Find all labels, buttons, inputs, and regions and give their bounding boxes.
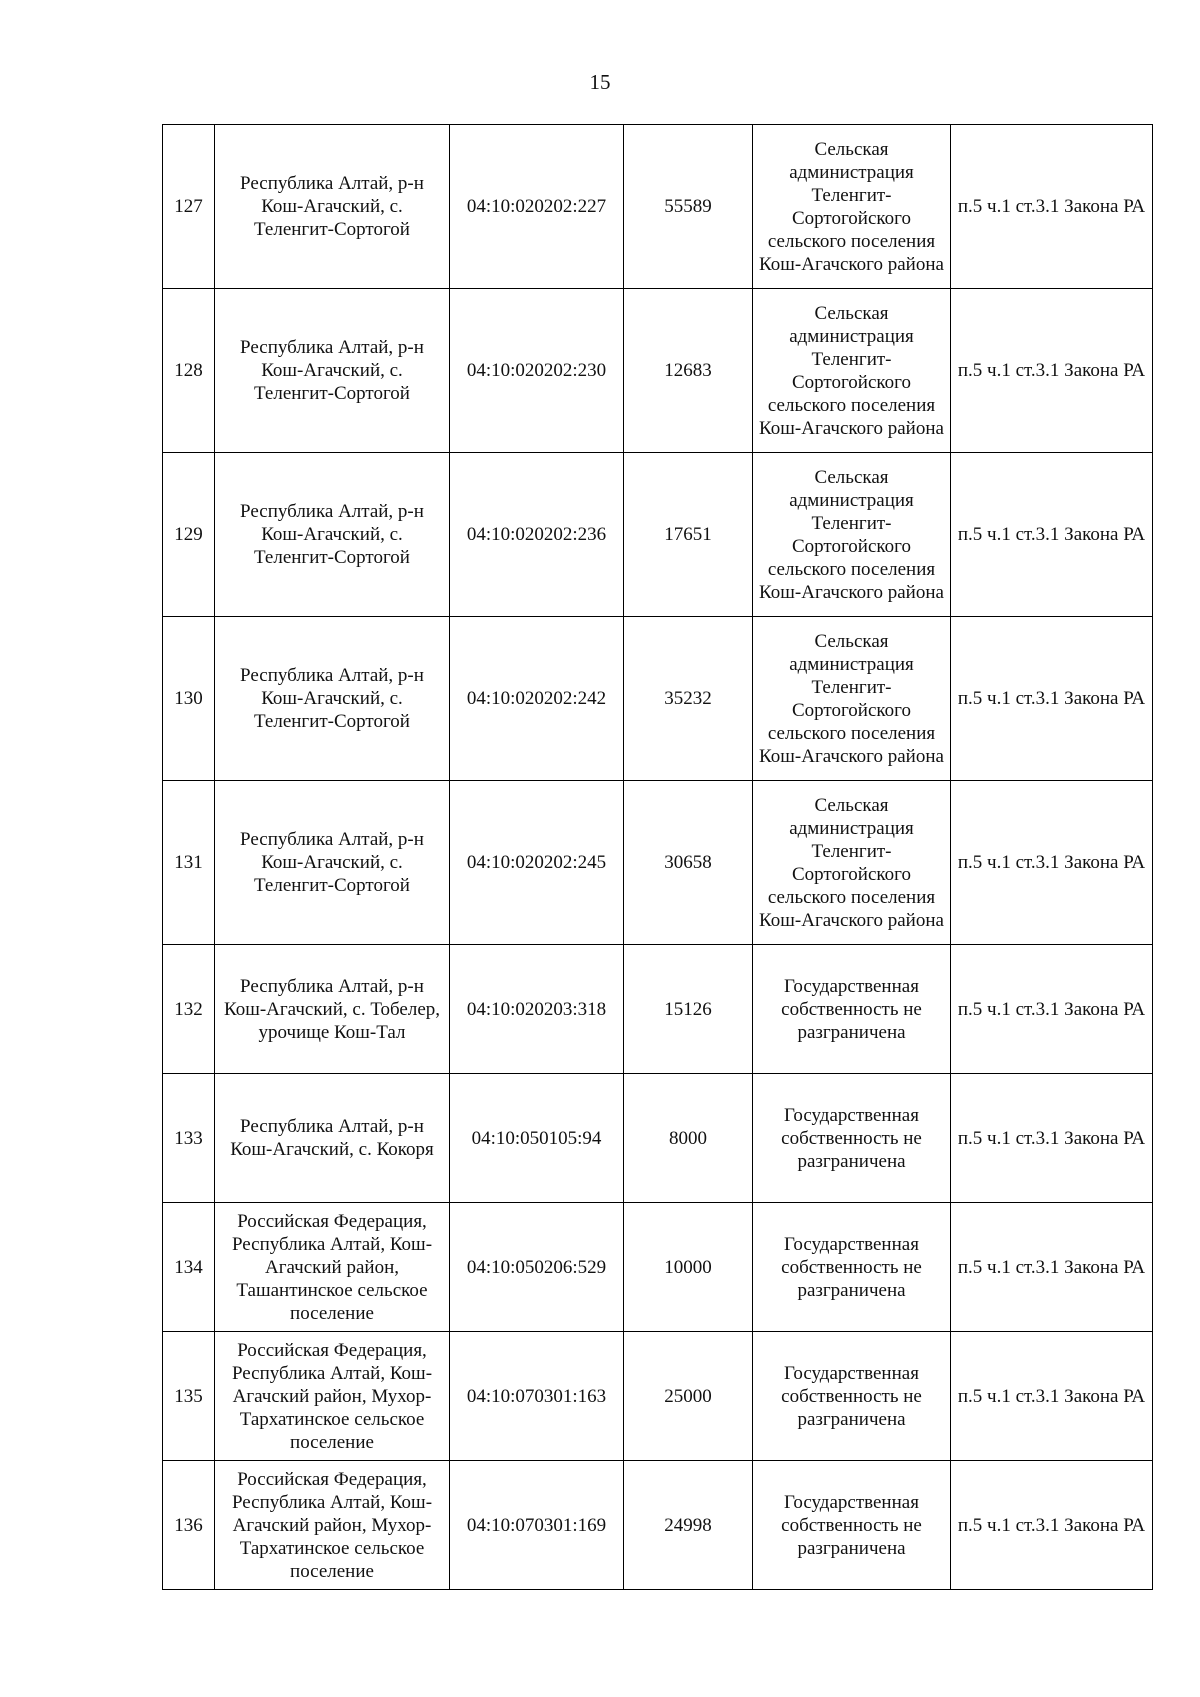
- owner-cell: Государственная собственность не разграничена: [753, 945, 951, 1074]
- legal-basis-cell: п.5 ч.1 ст.3.1 Закона РА: [951, 289, 1153, 453]
- table-row: [163, 781, 1153, 945]
- address-cell: Республика Алтай, р-н Кош-Агачский, с. Тобелер, урочище Кош-Тал: [215, 945, 450, 1074]
- legal-basis-cell: п.5 ч.1 ст.3.1 Закона РА: [951, 1203, 1153, 1332]
- address-cell: Республика Алтай, р-н Кош-Агачский, с. Теленгит-Сортогой: [215, 617, 450, 781]
- row-number: 135: [163, 1332, 215, 1461]
- legal-basis-cell: п.5 ч.1 ст.3.1 Закона РА: [951, 617, 1153, 781]
- address-cell: Республика Алтай, р-н Кош-Агачский, с. Теленгит-Сортогой: [215, 453, 450, 617]
- cadastral-number-cell: 04:10:020202:230: [450, 289, 624, 453]
- table-row: [163, 1332, 1153, 1461]
- cadastral-number-cell: 04:10:020202:236: [450, 453, 624, 617]
- address-cell: Республика Алтай, р-н Кош-Агачский, с. Теленгит-Сортогой: [215, 125, 450, 289]
- address-cell: Российская Федерация, Республика Алтай, Кош-Агачский район, Мухор-Тархатинское сельское поселение: [215, 1461, 450, 1590]
- owner-cell: Сельская администрация Теленгит-Сортогойского сельского поселения Кош-Агачского района: [753, 781, 951, 945]
- legal-basis-cell: п.5 ч.1 ст.3.1 Закона РА: [951, 125, 1153, 289]
- address-cell: Республика Алтай, р-н Кош-Агачский, с. Теленгит-Сортогой: [215, 289, 450, 453]
- table-row: [163, 1461, 1153, 1590]
- table-row: [163, 453, 1153, 617]
- owner-cell: Государственная собственность не разграничена: [753, 1332, 951, 1461]
- cadastral-number-cell: 04:10:050206:529: [450, 1203, 624, 1332]
- cadastral-number-cell: 04:10:050105:94: [450, 1074, 624, 1203]
- area-cell: 17651: [624, 453, 753, 617]
- cadastral-number-cell: 04:10:020203:318: [450, 945, 624, 1074]
- land-plot-table: [162, 124, 1153, 1590]
- area-cell: 25000: [624, 1332, 753, 1461]
- legal-basis-cell: п.5 ч.1 ст.3.1 Закона РА: [951, 781, 1153, 945]
- address-cell: Российская Федерация, Республика Алтай, Кош-Агачский район, Ташантинское сельское поселение: [215, 1203, 450, 1332]
- row-number: 128: [163, 289, 215, 453]
- area-cell: 55589: [624, 125, 753, 289]
- row-number: 127: [163, 125, 215, 289]
- row-number: 130: [163, 617, 215, 781]
- row-number: 134: [163, 1203, 215, 1332]
- owner-cell: Сельская администрация Теленгит-Сортогойского сельского поселения Кош-Агачского района: [753, 453, 951, 617]
- area-cell: 15126: [624, 945, 753, 1074]
- cadastral-number-cell: 04:10:020202:242: [450, 617, 624, 781]
- address-cell: Республика Алтай, р-н Кош-Агачский, с. Теленгит-Сортогой: [215, 781, 450, 945]
- legal-basis-cell: п.5 ч.1 ст.3.1 Закона РА: [951, 1332, 1153, 1461]
- cadastral-number-cell: 04:10:020202:245: [450, 781, 624, 945]
- row-number: 136: [163, 1461, 215, 1590]
- area-cell: 8000: [624, 1074, 753, 1203]
- area-cell: 30658: [624, 781, 753, 945]
- legal-basis-cell: п.5 ч.1 ст.3.1 Закона РА: [951, 453, 1153, 617]
- row-number: 132: [163, 945, 215, 1074]
- owner-cell: Государственная собственность не разграничена: [753, 1461, 951, 1590]
- table-row: [163, 289, 1153, 453]
- area-cell: 24998: [624, 1461, 753, 1590]
- table-row: [163, 945, 1153, 1074]
- cadastral-number-cell: 04:10:070301:163: [450, 1332, 624, 1461]
- table-row: [163, 617, 1153, 781]
- area-cell: 35232: [624, 617, 753, 781]
- legal-basis-cell: п.5 ч.1 ст.3.1 Закона РА: [951, 945, 1153, 1074]
- owner-cell: Сельская администрация Теленгит-Сортогойского сельского поселения Кош-Агачского района: [753, 125, 951, 289]
- table-row: [163, 1074, 1153, 1203]
- address-cell: Российская Федерация, Республика Алтай, Кош-Агачский район, Мухор-Тархатинское сельское поселение: [215, 1332, 450, 1461]
- area-cell: 10000: [624, 1203, 753, 1332]
- table-row: [163, 125, 1153, 289]
- area-cell: 12683: [624, 289, 753, 453]
- table-row: [163, 1203, 1153, 1332]
- row-number: 129: [163, 453, 215, 617]
- address-cell: Республика Алтай, р-н Кош-Агачский, с. Кокоря: [215, 1074, 450, 1203]
- page-number: 15: [589, 70, 611, 94]
- legal-basis-cell: п.5 ч.1 ст.3.1 Закона РА: [951, 1461, 1153, 1590]
- row-number: 131: [163, 781, 215, 945]
- owner-cell: Государственная собственность не разграничена: [753, 1074, 951, 1203]
- owner-cell: Сельская администрация Теленгит-Сортогойского сельского поселения Кош-Агачского района: [753, 617, 951, 781]
- row-number: 133: [163, 1074, 215, 1203]
- cadastral-number-cell: 04:10:020202:227: [450, 125, 624, 289]
- legal-basis-cell: п.5 ч.1 ст.3.1 Закона РА: [951, 1074, 1153, 1203]
- cadastral-number-cell: 04:10:070301:169: [450, 1461, 624, 1590]
- owner-cell: Государственная собственность не разграничена: [753, 1203, 951, 1332]
- owner-cell: Сельская администрация Теленгит-Сортогойского сельского поселения Кош-Агачского района: [753, 289, 951, 453]
